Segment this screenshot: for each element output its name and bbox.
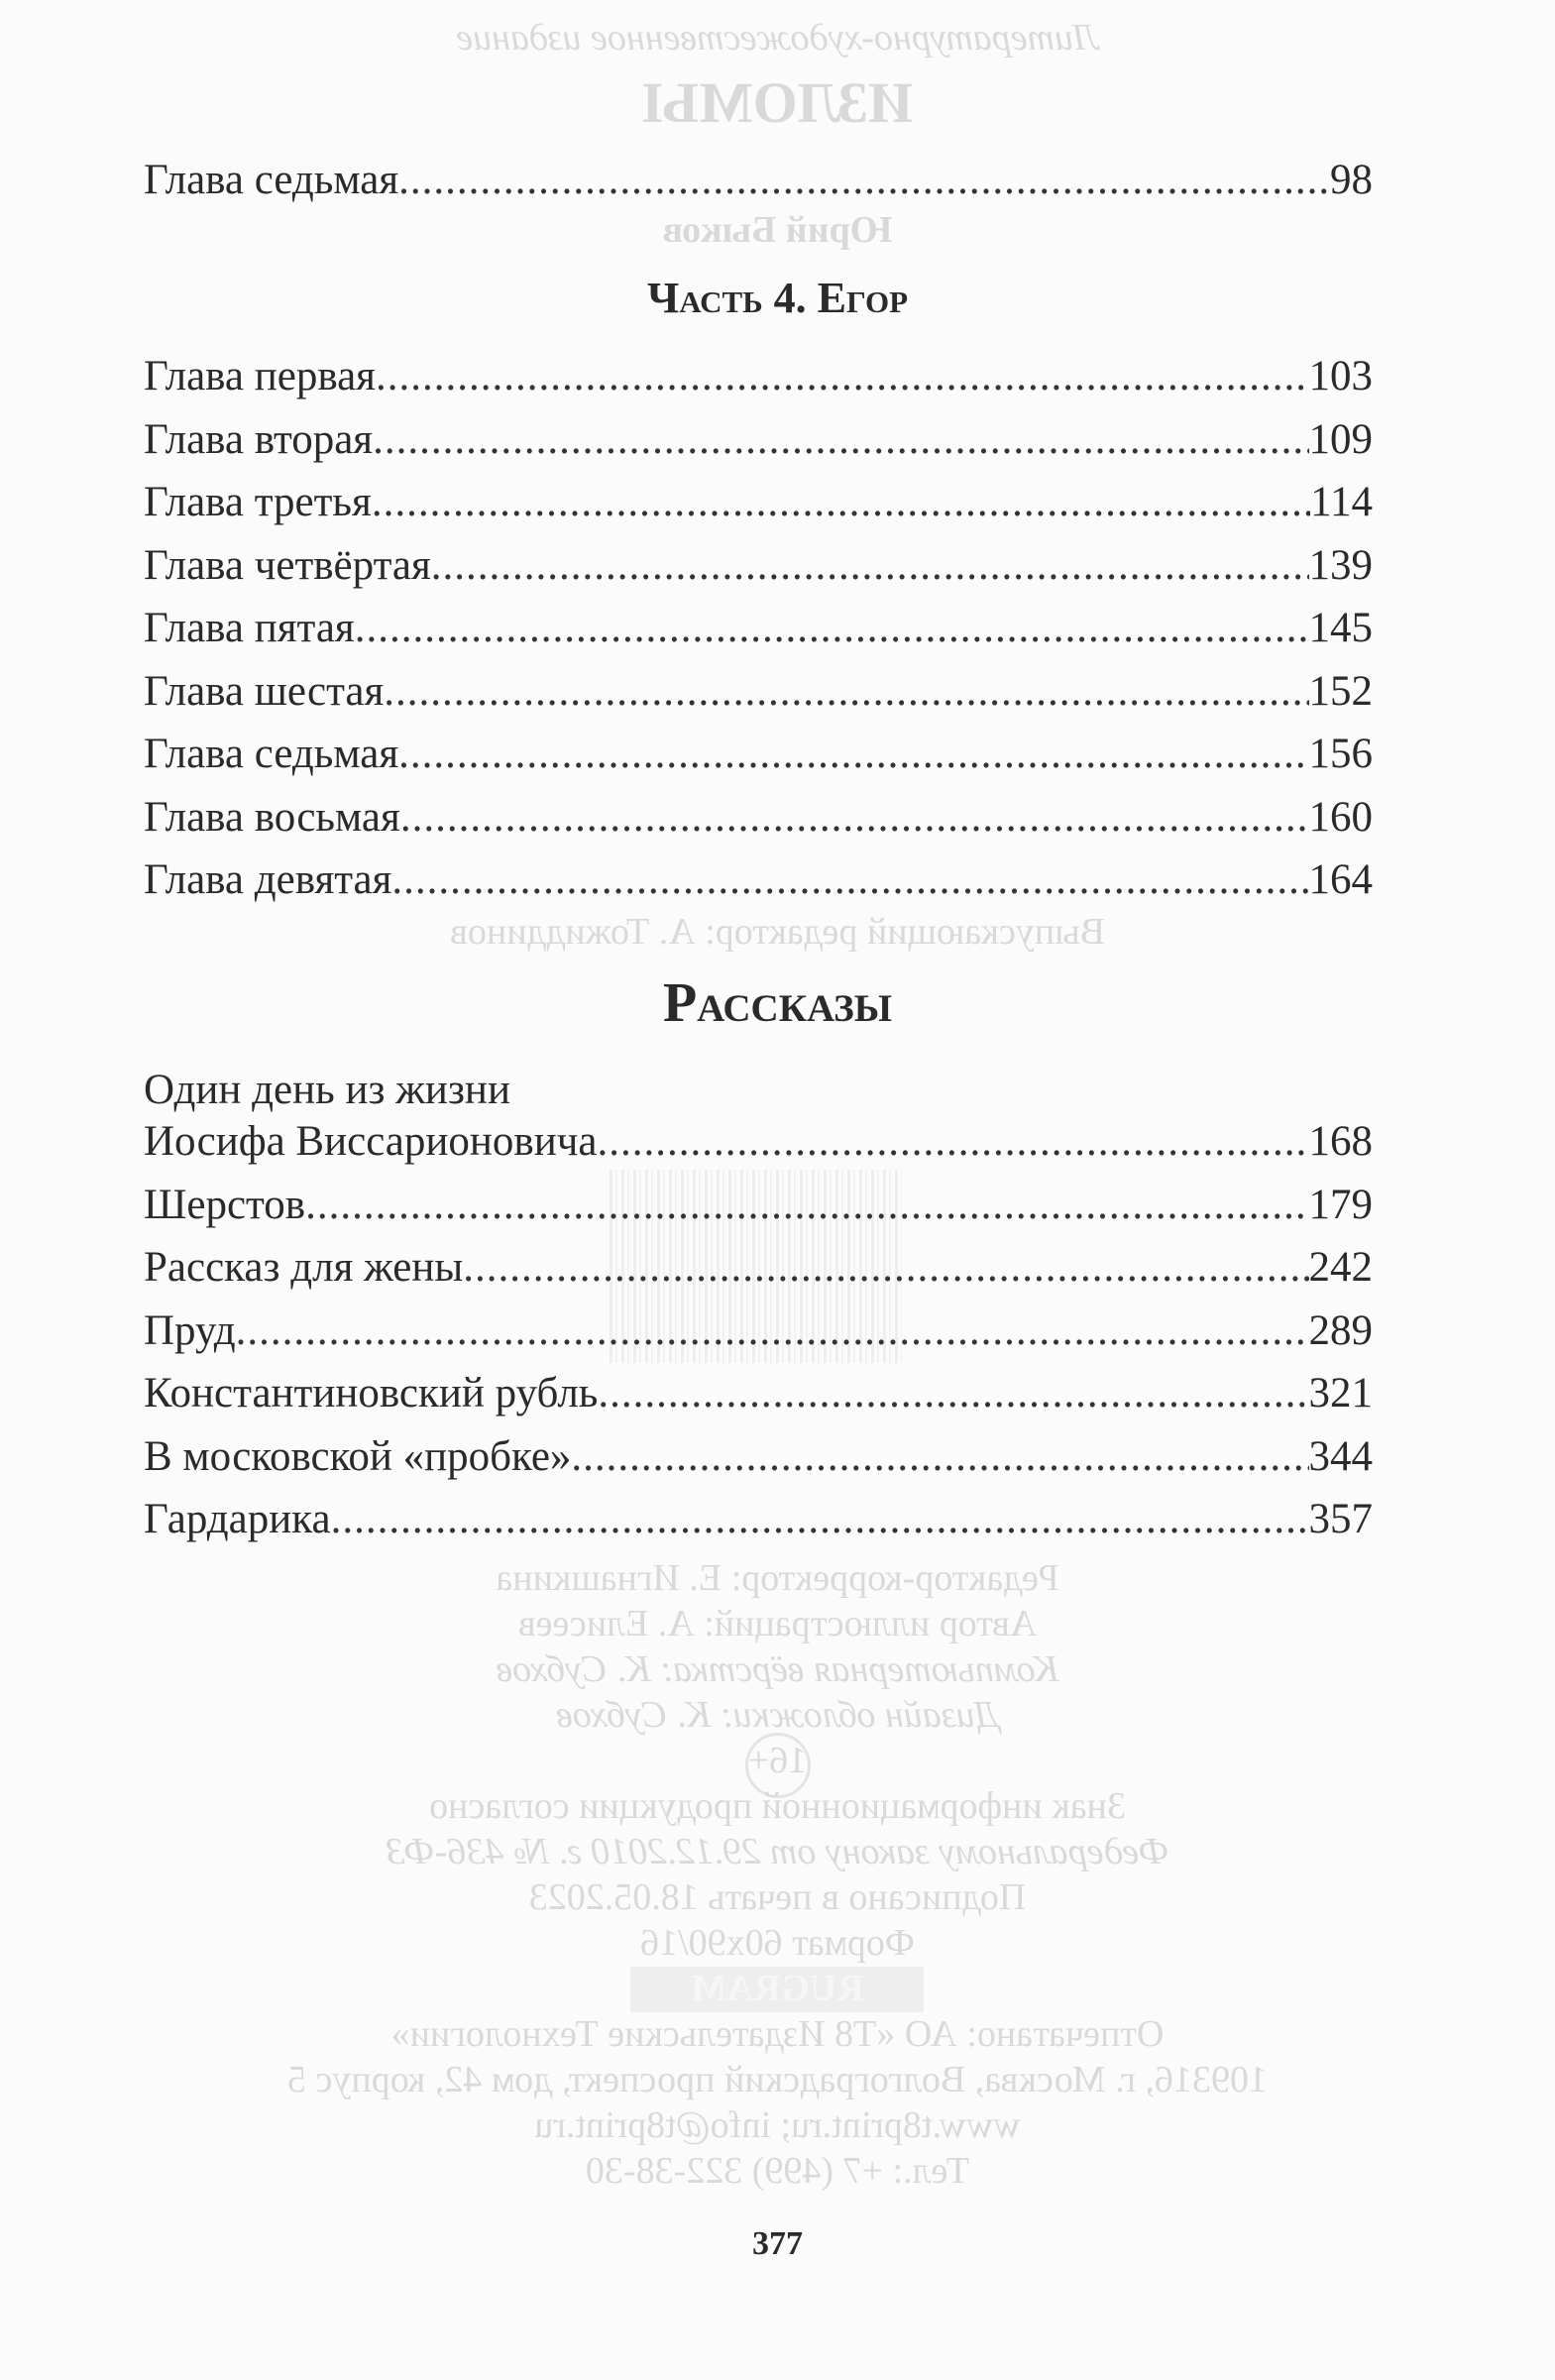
- ghost-line: Редактор-корректор: Е. Игнашкина: [496, 1557, 1059, 1599]
- dot-leader: [384, 670, 1308, 713]
- toc-entry-title: Глава восьмая: [144, 793, 400, 841]
- ghost-line: 16+: [747, 1740, 808, 1781]
- toc-entry-page: 164: [1308, 856, 1373, 903]
- dot-leader: [376, 355, 1309, 397]
- toc-entry-title: Иосифа Виссарионовича: [144, 1118, 598, 1165]
- dot-leader: [597, 1120, 1308, 1163]
- toc-entry[interactable]: [144, 415, 1373, 463]
- toc-entry-page: 357: [1308, 1496, 1373, 1542]
- toc-entry-page: 168: [1308, 1118, 1373, 1165]
- ghost-line: ИЗЛОМЫ: [641, 70, 914, 135]
- toc-entry-page: 145: [1308, 605, 1373, 651]
- toc-entry-page: 179: [1308, 1181, 1373, 1228]
- toc-entry-title: Глава вторая: [144, 415, 374, 463]
- dot-leader: [431, 544, 1309, 587]
- ghost-line: Тел.: +7 (499) 322-38-30: [585, 2150, 970, 2192]
- toc-entry[interactable]: [144, 1306, 1373, 1354]
- toc-entry-page: 321: [1308, 1370, 1373, 1417]
- dot-leader: [236, 1309, 1309, 1352]
- toc-entry-title: Глава первая: [144, 353, 376, 399]
- dot-leader: [598, 1372, 1308, 1415]
- toc-entry[interactable]: [144, 1181, 1373, 1228]
- toc-entry-page: 160: [1308, 793, 1373, 841]
- toc-entry[interactable]: [144, 481, 1373, 523]
- ghost-line: Отпечатано: АО «Т8 Издательские Технологии»: [390, 2013, 1165, 2055]
- toc-entry-page: 344: [1308, 1432, 1373, 1480]
- ghost-line: Подписано в печать 18.05.2023: [528, 1876, 1027, 1918]
- toc-entry[interactable]: [144, 858, 1373, 901]
- toc-entry[interactable]: [144, 793, 1373, 841]
- toc-entry-title: Глава четвёртая: [144, 541, 431, 589]
- page-number: 377: [752, 2225, 803, 2262]
- toc-entry-title-line1: Один день из жизни: [144, 1067, 510, 1113]
- dot-leader: [463, 1246, 1308, 1289]
- toc-entry-title: Глава пятая: [144, 605, 355, 651]
- dot-leader: [400, 796, 1309, 839]
- toc-entry[interactable]: [144, 1246, 1373, 1289]
- toc-entry-page: 289: [1308, 1306, 1373, 1354]
- toc-entry[interactable]: [144, 733, 1373, 775]
- ghost-line: Дизайн обложки: К. Субхов: [556, 1694, 999, 1736]
- toc-entry-title: Гардарика: [144, 1496, 331, 1542]
- toc-entry[interactable]: [144, 541, 1373, 589]
- toc-entry-page: 139: [1308, 541, 1373, 589]
- toc-entry-title: Глава девятая: [144, 856, 392, 903]
- ghost-line: www.t8print.ru; info@t8print.ru: [534, 2104, 1021, 2146]
- ghost-line: 109316, г. Москва, Волгоградский проспект, дом 42, корпус 5: [287, 2059, 1268, 2100]
- toc-entry[interactable]: [144, 1498, 1373, 1540]
- dot-leader: [398, 159, 1330, 201]
- toc-entry-title: Глава третья: [144, 479, 372, 525]
- ghost-line: Знак информационной продукции согласно: [429, 1785, 1126, 1827]
- toc-entry-title: Глава седьмая: [144, 731, 399, 777]
- toc-entry-page: 156: [1308, 731, 1373, 777]
- toc-entry[interactable]: [144, 1372, 1373, 1415]
- part4-heading: Часть 4. Егор: [646, 274, 909, 322]
- dot-leader: [398, 733, 1308, 775]
- toc-entry[interactable]: [144, 1432, 1373, 1480]
- ghost-line: Автор иллюстраций: А. Елисеев: [517, 1603, 1038, 1644]
- ghost-line: Литературно-художественное издание: [456, 17, 1099, 58]
- dot-leader: [571, 1435, 1308, 1478]
- dot-leader: [372, 481, 1310, 523]
- dot-leader: [331, 1498, 1309, 1540]
- toc-entry-page: 242: [1308, 1244, 1373, 1291]
- toc-entry[interactable]: [144, 667, 1373, 715]
- toc-entry[interactable]: [144, 159, 1373, 201]
- toc-entry-title: Глава седьмая: [144, 157, 399, 203]
- ghost-line: Выпускающий редактор: А. Тожиддинов: [449, 911, 1106, 953]
- toc-entry-page: 114: [1310, 479, 1373, 525]
- toc-entry-title: В московской «пробке»: [144, 1432, 572, 1480]
- dot-leader: [391, 858, 1308, 901]
- toc-entry-page: 109: [1308, 415, 1373, 463]
- toc-entry-title: Глава шестая: [144, 667, 385, 715]
- toc-entry-title: Шерстов: [144, 1181, 306, 1228]
- ghost-line: Компьютерная вёрстка: К. Субхов: [496, 1648, 1059, 1690]
- ghost-line: Формат 60x90/16: [640, 1922, 915, 1964]
- toc-entry-page: 152: [1308, 667, 1373, 715]
- ghost-logo-text: RUGRAM: [690, 1968, 865, 2009]
- toc-entry-title: Константиновский рубль: [144, 1370, 599, 1417]
- toc-entry-page: 98: [1330, 157, 1373, 203]
- ghost-line: Федеральному закону от 29.12.2010 г. № 436-ФЗ: [386, 1831, 1169, 1872]
- toc-entry[interactable]: [144, 1120, 1373, 1163]
- toc-entry-page: 103: [1308, 353, 1373, 399]
- dot-leader: [305, 1184, 1308, 1226]
- ghost-line: Юрий Быков: [662, 209, 893, 251]
- toc-entry[interactable]: [144, 607, 1373, 649]
- dot-leader: [373, 418, 1308, 461]
- stories-heading: Рассказы: [662, 972, 893, 1034]
- toc-entry-title: Пруд: [144, 1306, 236, 1354]
- toc-entry[interactable]: [144, 355, 1373, 397]
- toc-entry-title: Рассказ для жены: [144, 1244, 464, 1291]
- dot-leader: [355, 607, 1309, 649]
